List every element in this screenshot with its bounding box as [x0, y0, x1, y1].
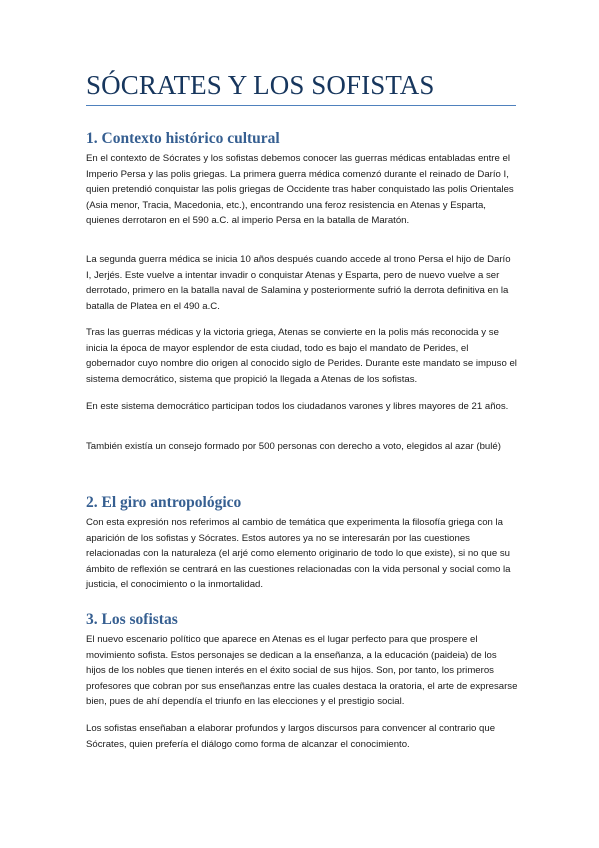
paragraph: Los sofistas enseñaban a elaborar profundos y largos discursos para convencer al contrario que Sócrates, quien prefería el diálogo como forma de alcanzar el conocimiento. [86, 723, 496, 750]
section-heading-giro: 2. El giro antropológico [86, 494, 242, 511]
document-title: SÓCRATES Y LOS SOFISTAS [86, 70, 435, 100]
paragraph: El nuevo escenario político que aparece en Atenas es el lugar perfecto para que prospere el movimiento sofista. Estos personajes se dedican a la enseñanza, a la educación (paideia) de los hijos de los nobles que tienen interés en el éxito social de sus hijos. Son, por tanto, los primeros profesores que cobran por sus enseñanzas entre las cuales destaca la oratoria, el arte de expresarse bien, pues de ahí dependía el triunfo en las elecciones y el prestigio social. [86, 634, 518, 708]
paragraph: Con esta expresión nos referimos al cambio de temática que experimenta la filosofía griega con la aparición de los sofistas y Sócrates. Estos autores ya no se interesarán por las cuestiones relacionadas con la naturaleza (el arjé como elemento originario de todo lo que existe), si no que su ámbito de reflexión se centrará en las cuestiones relacionadas con la vida personal y social como la justicia, el conocimiento o la inmortalidad. [86, 517, 511, 591]
section-heading-contexto: 1. Contexto histórico cultural [86, 130, 280, 147]
paragraph: También existía un consejo formado por 500 personas con derecho a voto, elegidos al azar (bulé) [86, 441, 501, 452]
paragraph: Tras las guerras médicas y la victoria griega, Atenas se convierte en la polis más reconocida y se inicia la época de mayor esplendor de esta ciudad, todo es bajo el mandato de Perides, el gobernador cuyo nombre dio origen al conocido siglo de Perides. Durante este mandato se impuso el sistema democrático, sistema que propició la llegada a Atenas de los sofistas. [86, 327, 517, 385]
paragraph: En este sistema democrático participan todos los ciudadanos varones y libres mayores de 21 años. [86, 401, 509, 412]
section-heading-sofistas: 3. Los sofistas [86, 611, 178, 628]
title-underline [86, 105, 516, 106]
paragraph: La segunda guerra médica se inicia 10 años después cuando accede al trono Persa el hijo de Darío I, Jerjés. Este vuelve a intentar invadir o conquistar Atenas y Esparta, pero de nuevo vuelve a ser derrotado, primero en la batalla naval de Salamina y posteriormente sufrió la derrota definitiva en la batalla de Platea en el 490 a.C. [86, 254, 511, 312]
paragraph: En el contexto de Sócrates y los sofistas debemos conocer las guerras médicas entabladas entre el Imperio Persa y las polis griegas. La primera guerra médica comenzó durante el reinado de Darío I, quien pretendió conquistar las polis griegas de Occidente tras haber conquistado las polis Orientales (Asia menor, Tracia, Macedonia, etc.), encontrando una feroz resistencia en Atenas y Esparta, quienes derrotaron en el 590 a.C. al imperio Persa en la batalla de Maratón. [86, 153, 514, 227]
